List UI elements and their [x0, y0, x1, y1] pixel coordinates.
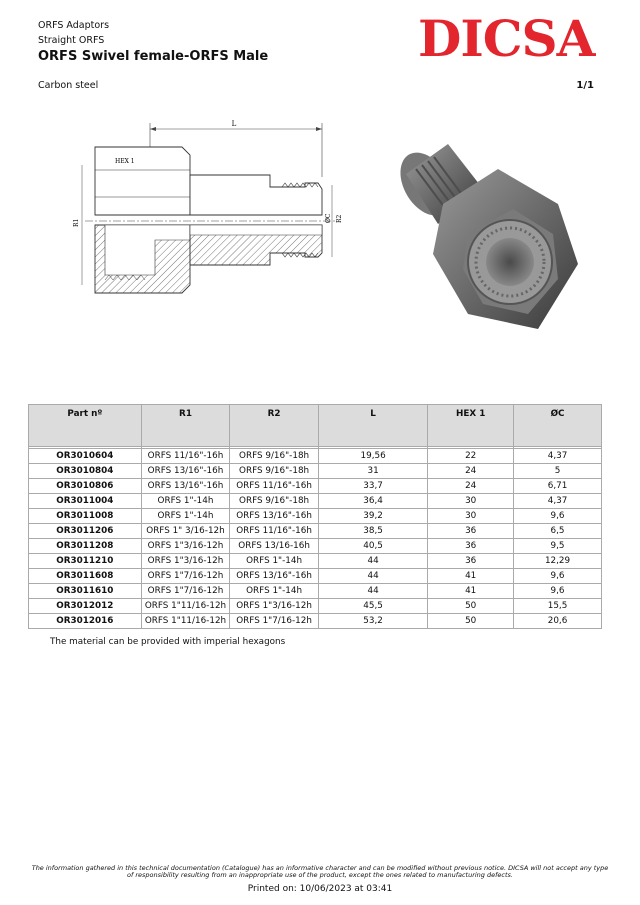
part-number-cell: OR3010804	[29, 464, 142, 479]
table-cell: ORFS 11/16"-16h	[230, 479, 319, 494]
table-cell: ORFS 1"-14h	[230, 554, 319, 569]
column-header: HEX 1	[428, 405, 514, 447]
table-row	[29, 599, 602, 614]
table-cell: ORFS 1"11/16-12h	[141, 614, 230, 629]
table-cell: 36,4	[318, 494, 427, 509]
table-row	[29, 569, 602, 584]
table-cell: ORFS 11/16"-16h	[141, 449, 230, 464]
table-cell: ORFS 1"3/16-12h	[230, 599, 319, 614]
dimension-c-label: ØC	[325, 213, 332, 223]
part-number-cell: OR3011208	[29, 539, 142, 554]
table-row	[29, 524, 602, 539]
table-cell: 45,5	[318, 599, 427, 614]
table-cell: 41	[428, 569, 514, 584]
table-cell: 9,6	[514, 569, 602, 584]
table-row	[29, 584, 602, 599]
table-cell: ORFS 13/16"-16h	[141, 479, 230, 494]
table-cell: 12,29	[514, 554, 602, 569]
table-cell: 40,5	[318, 539, 427, 554]
table-cell: 24	[428, 479, 514, 494]
table-cell: ORFS 9/16"-18h	[230, 494, 319, 509]
table-cell: 4,37	[514, 494, 602, 509]
table-cell: ORFS 1" 3/16-12h	[141, 524, 230, 539]
table-cell: 6,5	[514, 524, 602, 539]
column-header: R1	[141, 405, 230, 447]
imperial-hex-note: The material can be provided with imperial hexagons	[50, 637, 286, 647]
table-cell: 5	[514, 464, 602, 479]
parts-table	[28, 404, 602, 629]
product-render	[388, 134, 588, 344]
table-cell: 22	[428, 449, 514, 464]
table-row	[29, 614, 602, 629]
table-cell: 36	[428, 524, 514, 539]
table-cell: ORFS 13/16-16h	[230, 539, 319, 554]
part-number-cell: OR3010806	[29, 479, 142, 494]
table-cell: 44	[318, 554, 427, 569]
material-label: Carbon steel	[38, 80, 99, 91]
table-cell: ORFS 1"3/16-12h	[141, 554, 230, 569]
part-number-cell: OR3011004	[29, 494, 142, 509]
table-row	[29, 539, 602, 554]
table-cell: 36	[428, 539, 514, 554]
table-cell: 19,56	[318, 449, 427, 464]
table-cell: 15,5	[514, 599, 602, 614]
dimension-r2-label: R2	[336, 214, 343, 223]
subcategory-label: Straight ORFS	[38, 35, 105, 46]
table-row	[29, 494, 602, 509]
part-number-cell: OR3010604	[29, 449, 142, 464]
table-cell: 9,6	[514, 584, 602, 599]
table-cell: ORFS 1"7/16-12h	[230, 614, 319, 629]
table-cell: ORFS 13/16"-16h	[230, 569, 319, 584]
column-header: Part nº	[29, 405, 142, 447]
table-cell: 33,7	[318, 479, 427, 494]
table-cell: 41	[428, 584, 514, 599]
hex-label: HEX 1	[115, 158, 135, 165]
table-cell: ORFS 1"-14h	[141, 509, 230, 524]
table-cell: 9,6	[514, 509, 602, 524]
table-cell: ORFS 1"-14h	[141, 494, 230, 509]
part-number-cell: OR3011608	[29, 569, 142, 584]
table-header-row	[29, 405, 602, 447]
table-cell: ORFS 1"7/16-12h	[141, 569, 230, 584]
table-cell: 30	[428, 509, 514, 524]
table-cell: ORFS 9/16"-18h	[230, 449, 319, 464]
column-header: R2	[230, 405, 319, 447]
table-cell: ORFS 9/16"-18h	[230, 464, 319, 479]
table-row	[29, 464, 602, 479]
dicsa-logo: DICSA	[418, 9, 595, 68]
table-row	[29, 449, 602, 464]
table-cell: 20,6	[514, 614, 602, 629]
table-cell: 44	[318, 584, 427, 599]
technical-drawing	[60, 115, 360, 315]
table-cell: ORFS 1"7/16-12h	[141, 584, 230, 599]
part-number-cell: OR3012016	[29, 614, 142, 629]
table-cell: 31	[318, 464, 427, 479]
dimension-l-label: L	[231, 120, 237, 128]
part-number-cell: OR3011206	[29, 524, 142, 539]
table-row	[29, 509, 602, 524]
part-number-cell: OR3011210	[29, 554, 142, 569]
table-cell: 50	[428, 599, 514, 614]
column-header: L	[318, 405, 427, 447]
table-cell: 9,5	[514, 539, 602, 554]
table-cell: 38,5	[318, 524, 427, 539]
table-cell: 39,2	[318, 509, 427, 524]
table-cell: 50	[428, 614, 514, 629]
printed-date: Printed on: 10/06/2023 at 03:41	[247, 884, 393, 894]
table-cell: ORFS 1"-14h	[230, 584, 319, 599]
page-number: 1/1	[576, 80, 594, 91]
table-cell: ORFS 13/16"-16h	[230, 509, 319, 524]
table-cell: 24	[428, 464, 514, 479]
table-cell: ORFS 11/16"-16h	[230, 524, 319, 539]
part-number-cell: OR3012012	[29, 599, 142, 614]
table-cell: ORFS 1"11/16-12h	[141, 599, 230, 614]
part-number-cell: OR3011008	[29, 509, 142, 524]
disclaimer-text: The information gathered in this technical documentation (Catalogue) has an informative character and can be modified without previous notice. DICSA will not accept any type of responsibility resulting from an inappropriate use of the product, except the ones related to manufacturing defects.	[31, 864, 609, 880]
table-cell: ORFS 13/16"-16h	[141, 464, 230, 479]
table-row	[29, 479, 602, 494]
table-cell: 6,71	[514, 479, 602, 494]
page-title: ORFS Swivel female-ORFS Male	[38, 49, 269, 64]
table-cell: 4,37	[514, 449, 602, 464]
table-cell: 30	[428, 494, 514, 509]
part-number-cell: OR3011610	[29, 584, 142, 599]
table-cell: 44	[318, 569, 427, 584]
column-header: ØC	[514, 405, 602, 447]
dimension-r1-label: R1	[73, 218, 80, 227]
table-cell: 53,2	[318, 614, 427, 629]
category-label: ORFS Adaptors	[38, 20, 110, 31]
table-cell: 36	[428, 554, 514, 569]
table-cell: ORFS 1"3/16-12h	[141, 539, 230, 554]
table-row	[29, 554, 602, 569]
